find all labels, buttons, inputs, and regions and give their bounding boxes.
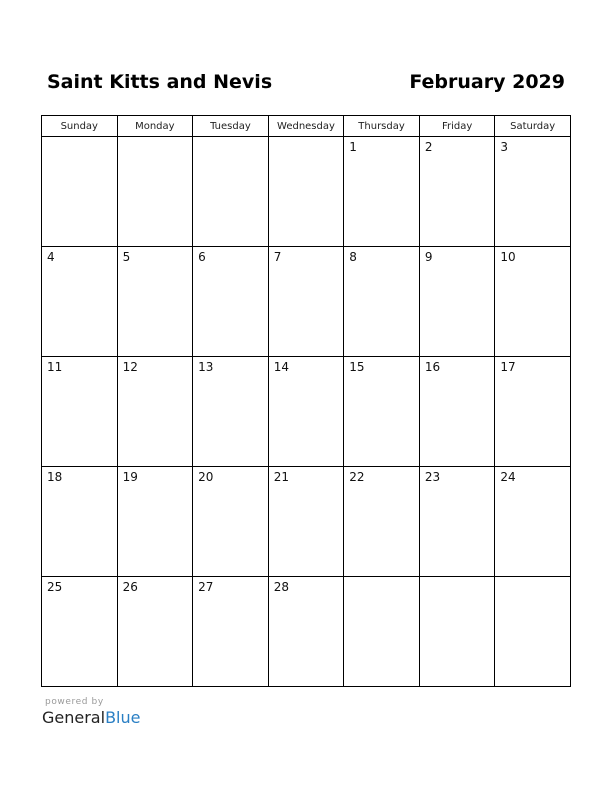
day-number: 10	[500, 250, 516, 264]
weekday-sunday: Sunday	[42, 116, 118, 137]
day-cell	[268, 467, 344, 577]
day-number: 7	[273, 250, 282, 264]
day-cell	[193, 577, 269, 687]
day-number: 27	[198, 580, 214, 594]
day-number: 25	[47, 580, 63, 594]
day-number: 19	[122, 470, 138, 484]
day-cell	[117, 247, 193, 357]
day-cell	[419, 137, 495, 247]
weekday-monday: Monday	[117, 116, 193, 137]
day-number: 12	[122, 360, 138, 374]
day-cell	[344, 577, 420, 687]
calendar-grid	[41, 115, 571, 687]
day-cell	[117, 357, 193, 467]
day-cell	[117, 137, 193, 247]
day-number: 3	[500, 140, 509, 154]
day-number: 4	[47, 250, 55, 264]
day-cell	[193, 247, 269, 357]
week-row	[42, 357, 571, 467]
day-cell	[495, 577, 571, 687]
day-cell	[193, 137, 269, 247]
powered-by-label: powered by	[45, 697, 104, 707]
day-number: 13	[198, 360, 214, 374]
day-number: 24	[500, 470, 516, 484]
day-number	[420, 577, 495, 580]
day-cell	[268, 137, 344, 247]
generalblue-logo[interactable]	[42, 708, 140, 727]
day-cell	[268, 577, 344, 687]
day-number: 21	[273, 470, 289, 484]
day-number	[42, 137, 117, 140]
day-cell	[117, 467, 193, 577]
day-number	[118, 137, 193, 140]
day-number: 22	[349, 470, 365, 484]
day-cell	[268, 247, 344, 357]
day-cell	[42, 357, 118, 467]
day-number: 26	[122, 580, 138, 594]
day-number: 18	[47, 470, 63, 484]
day-cell	[344, 247, 420, 357]
day-cell	[42, 467, 118, 577]
day-cell	[42, 137, 118, 247]
day-number: 2	[424, 140, 433, 154]
day-number: 15	[349, 360, 365, 374]
day-number: 6	[198, 250, 206, 264]
day-number: 1	[349, 140, 357, 154]
weekday-tuesday: Tuesday	[193, 116, 269, 137]
day-number: 17	[500, 360, 516, 374]
weekday-header-row	[42, 116, 571, 137]
day-cell	[344, 357, 420, 467]
day-cell	[42, 247, 118, 357]
day-cell	[193, 357, 269, 467]
day-number	[344, 577, 419, 580]
week-row	[42, 247, 571, 357]
day-cell	[268, 357, 344, 467]
brand-general: General	[42, 708, 106, 727]
day-number	[495, 577, 570, 580]
day-number	[193, 137, 268, 140]
brand-blue: Blue	[105, 708, 141, 727]
day-cell	[419, 467, 495, 577]
calendar-country-title: Saint Kitts and Nevis	[47, 71, 273, 93]
day-cell	[495, 247, 571, 357]
week-row	[42, 137, 571, 247]
day-cell	[419, 247, 495, 357]
day-cell	[344, 137, 420, 247]
day-cell	[495, 467, 571, 577]
day-number	[269, 137, 344, 140]
day-number: 20	[198, 470, 214, 484]
day-cell	[495, 137, 571, 247]
day-number: 8	[349, 250, 357, 264]
day-number: 11	[47, 360, 63, 374]
day-number: 23	[424, 470, 441, 484]
day-number: 9	[424, 250, 433, 264]
weekday-saturday: Saturday	[495, 116, 571, 137]
weekday-thursday: Thursday	[344, 116, 420, 137]
day-cell	[419, 577, 495, 687]
day-cell	[419, 357, 495, 467]
day-cell	[344, 467, 420, 577]
day-number: 5	[122, 250, 131, 264]
day-cell	[42, 577, 118, 687]
calendar-month-title: February 2029	[409, 71, 565, 93]
day-number: 28	[273, 580, 289, 594]
week-row	[42, 467, 571, 577]
day-cell	[495, 357, 571, 467]
day-cell	[193, 467, 269, 577]
week-row	[42, 577, 571, 687]
day-cell	[117, 577, 193, 687]
weekday-wednesday: Wednesday	[268, 116, 344, 137]
day-number: 14	[273, 360, 289, 374]
weekday-friday: Friday	[419, 116, 495, 137]
day-number: 16	[424, 360, 441, 374]
